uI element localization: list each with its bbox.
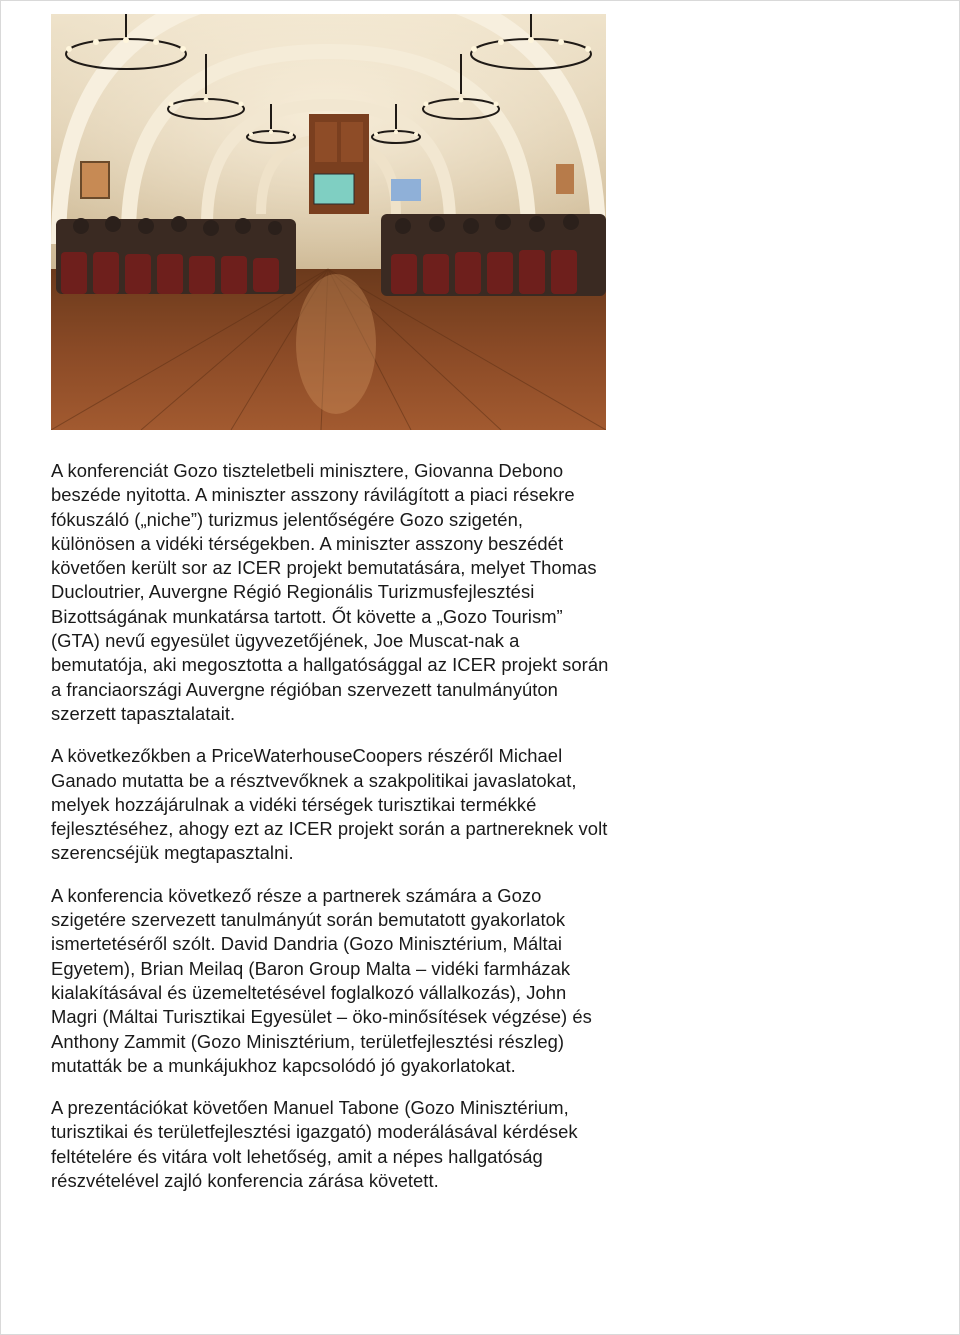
paragraph-best-practices: A konferencia következő része a partnerek számára a Gozo szigetére szervezett tanulmányút során bemutatott gyakorlatok ismertetéséről szólt. David Dandria (Gozo Minisztérium, Máltai Egyetem), Brian Meilaq (Baron Group Malta – vidéki farmházak kialakításával és üzemeltetésével foglalkozó vállalkozás), John Magri (Máltai Turisztikai Egyesület – öko-minősítések végzése) és Anthony Zammit (Gozo Minisztérium, területfejlesztési részleg) mutatták be a munkájukhoz kapcsolódó jó gyakorlatokat. bbox=[51, 884, 592, 1076]
paragraph-pwc: A következőkben a PriceWaterhouseCoopers részéről Michael Ganado mutatta be a résztvevőknek a szakpolitikai javaslatokat, melyek hozzájárulnak a vidéki térségek turisztikai termékké fejlesztéséhez, ahogy ezt az ICER projekt során a partnereknek volt szerencséjük megtapasztalni. bbox=[51, 745, 608, 864]
paragraph-opening: A konferenciát Gozo tiszteletbeli minisztere, Giovanna Debono beszéde nyitotta. A miniszter asszony rávilágított a piaci résekre fókuszáló („niche”) turizmus jelentőségére Gozo szigetén, különösen a vidéki térségekben. A miniszter asszony beszédét követően került sor az ICER projekt bemutatására, melyet Thomas Ducloutrier, Auvergne Régió Regionális Turizmusfejlesztési Bizottságának munkatársa tartott. Őt követte a „Gozo Tourism” (GTA) nevű egyesület ügyvezetőjének, Joe Muscat-nak a bemutatója, aki megosztotta a hallgatósággal az ICER projekt során a franciaországi Auvergne régióban szervezett tanulmányúton szerzett tapasztalatait. bbox=[51, 460, 609, 724]
paragraph-closing: A prezentációkat követően Manuel Tabone (Gozo Minisztérium, turisztikai és területfejlesztési igazgató) moderálásával kérdések feltételére és vitára volt lehetőség, amit a népes hallgatóság részvételével zajló konferencia zárása követett. bbox=[51, 1097, 578, 1192]
article-body bbox=[51, 459, 611, 1211]
conference-hall-photo bbox=[51, 14, 606, 430]
